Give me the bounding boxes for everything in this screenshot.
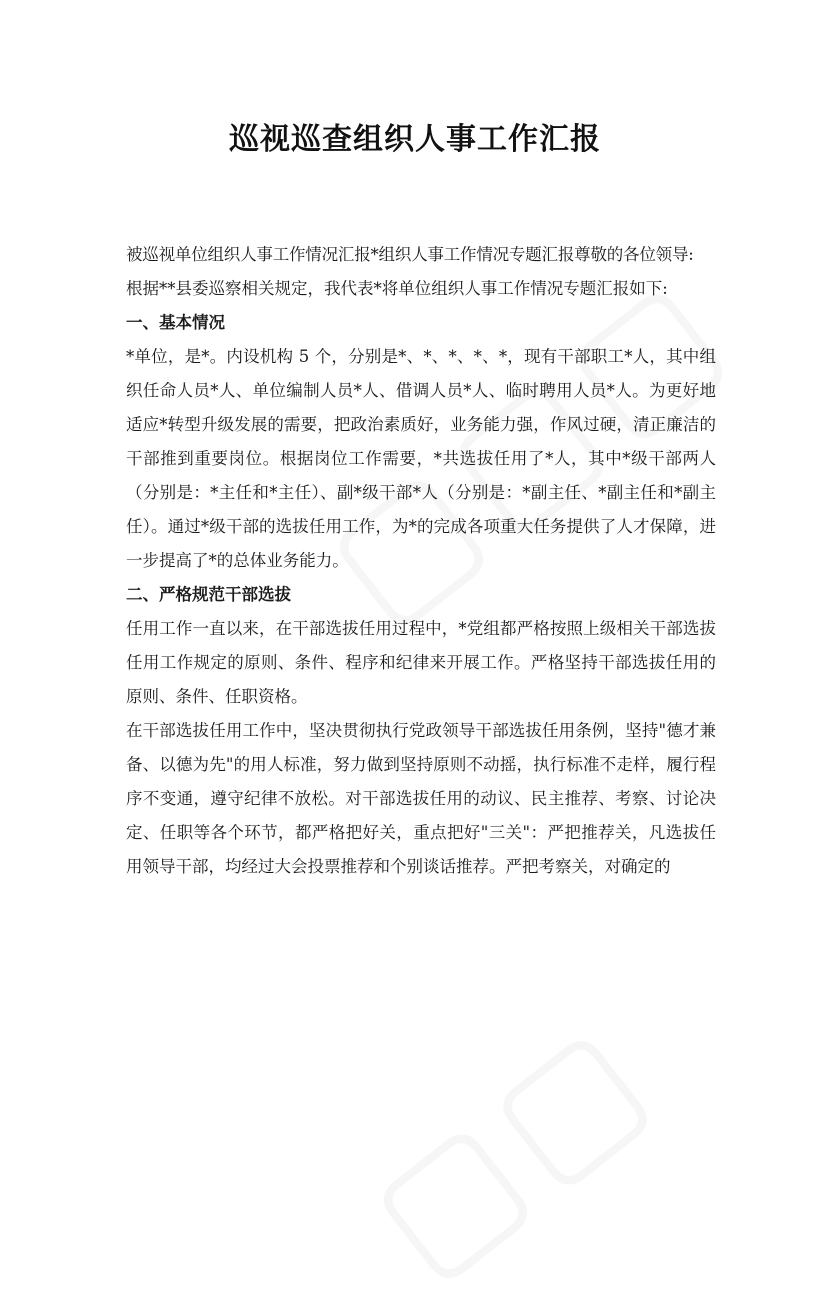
section-paragraph: 在干部选拔任用工作中，坚决贯彻执行党政领导干部选拔任用条例，坚持"德才兼备、以德为先"的用人标准，努力做到坚持原则不动摇，执行标准不走样，履行程序不变通，遵守纪律不放松。对干部选拔任用的动议、民主推荐、考察、讨论决定、任职等各个环节，都严格把好关，重点把好"三关"：严把推荐关，凡选拔任用领导干部，均经过大会投票推荐和个别谈话推荐。严把考察关，对确定的 [126, 721, 716, 876]
section-paragraph: 任用工作一直以来，在干部选拔任用过程中，*党组都严格按照上级相关干部选拔任用工作规定的原则、条件、程序和纪律来开展工作。严格坚持干部选拔任用的原则、条件、任职资格。 [126, 619, 716, 706]
section-paragraph: *单位，是*。内设机构 5 个，分别是*、*、*、*、*，现有干部职工*人，其中组织任命人员*人、单位编制人员*人、借调人员*人、临时聘用人员*人。为更好地适应*转型升级发展的需要，把政治素质好，业务能力强，作风过硬，清正廉洁的干部推到重要岗位。根据岗位工作需要，*共选拔任用了*人，其中*级干部两人（分别是：*主任和*主任）、副*级干部*人（分别是：*副主任、*副主任和*副主任）。通过*级干部的选拔任用工作，为*的完成各项重大任务提供了人才保障，进一步提高了*的总体业务能力。 [126, 347, 716, 570]
section-heading: 一、基本情况 [126, 313, 225, 332]
intro-paragraph: 被巡视单位组织人事工作情况汇报*组织人事工作情况专题汇报尊敬的各位领导: [126, 245, 694, 264]
section-heading: 二、严格规范干部选拔 [126, 585, 291, 604]
intro-paragraph: 根据**县委巡察相关规定，我代表*将单位组织人事工作情况专题汇报如下: [126, 279, 668, 298]
watermark-decoration [339, 985, 685, 1309]
document-body [126, 238, 716, 884]
document-title: 巡视巡查组织人事工作汇报 [229, 122, 601, 157]
